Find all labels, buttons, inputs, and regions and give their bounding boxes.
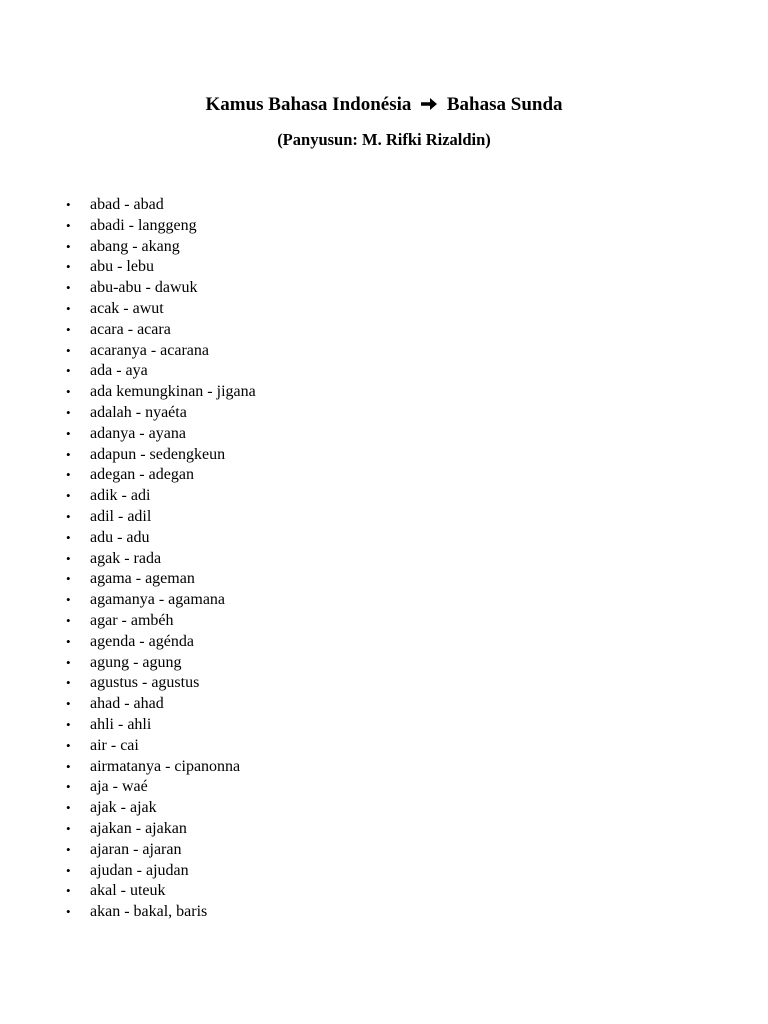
list-item bbox=[0, 237, 600, 258]
bullet-icon: • bbox=[66, 779, 71, 795]
entry-text: adanya - ayana bbox=[90, 424, 186, 442]
entry-text: adegan - adegan bbox=[90, 466, 194, 484]
list-item bbox=[0, 673, 600, 694]
list-item bbox=[0, 715, 600, 736]
entry-text: adil - adil bbox=[90, 507, 152, 525]
entry-text: akal - uteuk bbox=[90, 882, 166, 900]
bullet-icon: • bbox=[66, 550, 71, 566]
entry-text: agustus - agustus bbox=[90, 674, 200, 692]
bullet-icon: • bbox=[66, 384, 71, 400]
list-item bbox=[0, 549, 600, 570]
list-item bbox=[0, 736, 600, 757]
list-item bbox=[0, 424, 600, 445]
bullet-icon: • bbox=[66, 820, 71, 836]
arrow-right-icon bbox=[420, 94, 438, 120]
bullet-icon: • bbox=[66, 758, 71, 774]
bullet-icon: • bbox=[66, 259, 71, 275]
list-item bbox=[0, 569, 600, 590]
bullet-icon: • bbox=[66, 508, 71, 524]
list-item bbox=[0, 653, 600, 674]
list-item bbox=[0, 403, 600, 424]
entry-text: adik - adi bbox=[90, 487, 151, 505]
list-item bbox=[0, 757, 600, 778]
list-item bbox=[0, 216, 600, 237]
bullet-icon: • bbox=[66, 612, 71, 628]
list-item bbox=[0, 819, 600, 840]
page-subtitle: (Panyusun: M. Rifki Rizaldin) bbox=[277, 130, 491, 149]
bullet-icon: • bbox=[66, 342, 71, 358]
entry-text: air - cai bbox=[90, 736, 139, 754]
entry-text: ajak - ajak bbox=[90, 799, 157, 817]
bullet-icon: • bbox=[66, 862, 71, 878]
entry-text: abu-abu - dawuk bbox=[90, 279, 198, 297]
list-item bbox=[0, 798, 600, 819]
list-item bbox=[0, 382, 600, 403]
entry-text: abadi - langgeng bbox=[90, 216, 197, 234]
bullet-icon: • bbox=[66, 446, 71, 462]
list-item bbox=[0, 611, 600, 632]
bullet-icon: • bbox=[66, 300, 71, 316]
title-target-language: Bahasa Sunda bbox=[446, 94, 563, 115]
entry-text: abad - abad bbox=[90, 196, 164, 213]
list-item bbox=[0, 486, 600, 507]
list-item bbox=[0, 320, 600, 341]
bullet-icon: • bbox=[66, 800, 71, 816]
entry-text: akan - bakal, baris bbox=[90, 903, 208, 921]
entry-text: abang - akang bbox=[90, 237, 180, 255]
entry-text: agama - ageman bbox=[90, 570, 195, 588]
bullet-icon: • bbox=[66, 592, 71, 608]
bullet-icon: • bbox=[66, 675, 71, 691]
list-item bbox=[0, 445, 600, 466]
entry-text: ada kemungkinan - jigana bbox=[90, 383, 256, 401]
entry-text: acaranya - acarana bbox=[90, 341, 209, 359]
entry-text: agak - rada bbox=[90, 549, 162, 567]
entry-text: adu - adu bbox=[90, 528, 150, 546]
entry-text: ada - aya bbox=[90, 362, 148, 380]
list-item bbox=[0, 840, 600, 861]
page-title bbox=[0, 92, 768, 120]
dictionary-list bbox=[0, 195, 600, 923]
bullet-icon: • bbox=[66, 904, 71, 920]
bullet-icon: • bbox=[66, 238, 71, 254]
entry-text: acara - acara bbox=[90, 320, 171, 338]
title-source-language: Kamus Bahasa Indonésia bbox=[205, 94, 412, 115]
bullet-icon: • bbox=[66, 425, 71, 441]
bullet-icon: • bbox=[66, 321, 71, 337]
list-item bbox=[0, 507, 600, 528]
list-item bbox=[0, 777, 600, 798]
bullet-icon: • bbox=[66, 488, 71, 504]
bullet-icon: • bbox=[66, 696, 71, 712]
entry-text: agung - agung bbox=[90, 653, 182, 671]
list-item bbox=[0, 257, 600, 278]
entry-text: adapun - sedengkeun bbox=[90, 445, 226, 463]
bullet-icon: • bbox=[66, 571, 71, 587]
bullet-icon: • bbox=[66, 404, 71, 420]
bullet-icon: • bbox=[66, 841, 71, 857]
bullet-icon: • bbox=[66, 737, 71, 753]
list-item bbox=[0, 195, 600, 216]
list-item bbox=[0, 881, 600, 902]
list-item bbox=[0, 902, 600, 923]
bullet-icon: • bbox=[66, 363, 71, 379]
bullet-icon: • bbox=[66, 883, 71, 899]
entry-text: agar - ambéh bbox=[90, 611, 174, 629]
list-item bbox=[0, 278, 600, 299]
list-item bbox=[0, 694, 600, 715]
entry-text: ahli - ahli bbox=[90, 715, 152, 733]
bullet-icon: • bbox=[66, 654, 71, 670]
entry-text: agamanya - agamana bbox=[90, 591, 226, 609]
entry-text: abu - lebu bbox=[90, 258, 154, 276]
list-item bbox=[0, 528, 600, 549]
entry-text: acak - awut bbox=[90, 299, 164, 317]
bullet-icon: • bbox=[66, 280, 71, 296]
entry-text: ahad - ahad bbox=[90, 695, 164, 713]
entry-text: adalah - nyaéta bbox=[90, 403, 187, 421]
bullet-icon: • bbox=[66, 217, 71, 233]
list-item bbox=[0, 299, 600, 320]
bullet-icon: • bbox=[66, 716, 71, 732]
entry-text: ajudan - ajudan bbox=[90, 861, 189, 879]
list-item bbox=[0, 861, 600, 882]
entry-text: aja - waé bbox=[90, 778, 148, 796]
list-item bbox=[0, 632, 600, 653]
bullet-icon: • bbox=[66, 197, 71, 212]
entry-text: agenda - agénda bbox=[90, 632, 194, 650]
bullet-icon: • bbox=[66, 529, 71, 545]
bullet-icon: • bbox=[66, 633, 71, 649]
list-item bbox=[0, 465, 600, 486]
entry-text: airmatanya - cipanonna bbox=[90, 757, 241, 775]
entry-text: ajaran - ajaran bbox=[90, 840, 182, 858]
list-item bbox=[0, 361, 600, 382]
bullet-icon: • bbox=[66, 467, 71, 483]
list-item bbox=[0, 590, 600, 611]
entry-text: ajakan - ajakan bbox=[90, 819, 187, 837]
list-item bbox=[0, 341, 600, 362]
